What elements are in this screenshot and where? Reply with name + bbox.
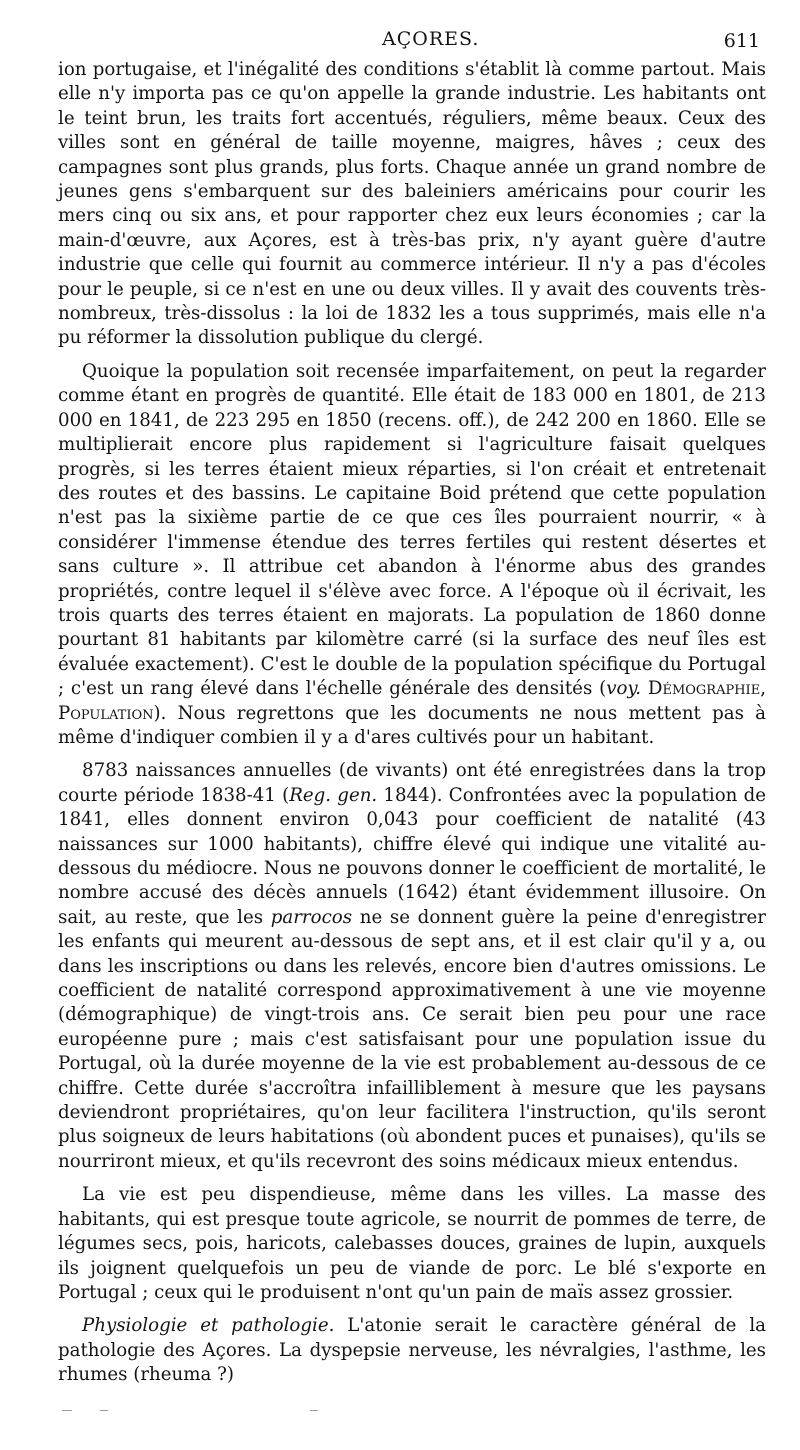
print-mark — [310, 1410, 318, 1411]
parrocos-term: parrocos — [270, 906, 353, 928]
paragraph-text — [641, 678, 648, 699]
page-header — [0, 28, 800, 58]
paragraph-text: ne se donnent guère la peine d'enregistrer les enfants qui meurent au-dessous de sept ans, et il est clair qu'il y a, ou dans les inscriptions ou dans les relevés, encore bien d'autres omissions. Le coefficient de natalité correspond approximativement à une vie moyenne (démographique) de vingt-trois ans. Ce serait bien peu pour une race européenne pure ; mais c'est satisfaisant pour une population issue du Portugal, où la durée moyenne de la vie est probablement au-dessous de ce chiffre. Cette durée s'accroîtra infailliblement à mesure que les paysans deviendront propriétaires, qu'on leur facilitera l'instruction, qu'ils seront plus soigneux de leurs habitations (où abondent puces et punaises), qu'ils se nourriront mieux, et qu'ils recevront des soins médicaux mieux entendus. — [58, 906, 766, 1172]
paragraph-society — [58, 58, 766, 351]
cross-reference-population: Population — [58, 702, 154, 724]
page-number: 611 — [723, 30, 760, 52]
paragraph-text: L'atonie serait le caractère général de la pathologie des Açores. La dyspepsie nerveuse, les névralgies, l'asthme, les rhumes (rheuma ?) — [58, 1315, 766, 1386]
paragraph-pathology — [58, 1314, 766, 1387]
cross-reference-demographie: Démographie — [647, 678, 761, 700]
section-heading: Physiologie et pathologie. — [82, 1315, 335, 1337]
running-title: AÇORES. — [382, 28, 480, 50]
paragraph-text: Quoique la population soit recensée imparfaitement, on peut la regarder comme étant en progrès de quantité. Elle était de 183 000 en 1801, de 213 000 en 1841, de 223 295 en 1850 (recens. off.), de 242 200 en 1860. Elle se multiplierait encore plus rapidement si l'agriculture faisait quelques progrès, si les terres étaient mieux réparties, si l'on créait et entretenait des routes et des bassins. Le capitaine Boid prétend que cette population n'est pas la sixième partie de ce que ces îles pourraient nourrir, « à considérer l'immense étendue des terres fertiles qui restent désertes et sans culture ». Il attribue cet abandon à l'énorme abus des grandes propriétés, contre lequel il s'élève avec force. A l'époque où il écrivait, les trois quarts des terres étaient en majorats. La population de 1860 donne pourtant 81 habitants par kilomètre carré (si la surface des neuf îles est évaluée exactement). C'est le double de la population spécifique du Portugal ; c'est un rang élevé dans l'échelle générale des densités ( — [58, 360, 766, 700]
paragraph-text: ion portugaise, et l'inégalité des conditions s'établit là comme partout. Mais elle n'y importa pas ce qu'on appelle la grande industrie. Les habitants ont le teint brun, les traits fort accentués, réguliers, même beaux. Ceux des villes sont en général de taille moyenne, maigres, hâves ; ceux des campagnes sont plus grands, plus forts. Chaque année un grand nombre de jeunes gens s'embarquent sur des baleiniers américains pour courir les mers cinq ou six ans, et pour rapporter chez eux leurs économies ; car la main-d'œuvre, aux Açores, est à très-bas prix, n'y ayant guère d'autre industrie que celle qui fournit au commerce intérieur. Il n'y a pas d'écoles pour le peuple, si ce n'est en une ou deux villes. Il y avait des couvents très-nombreux, très-dissolus : la loi de 1832 les a tous supprimés, mais elle n'a pu réformer la dissolution publique du clergé. — [58, 59, 766, 349]
body-text — [58, 58, 766, 1397]
paragraph-text: La vie est peu dispendieuse, même dans les villes. La masse des habitants, qui est presque toute agricole, se nourrit de pommes de terre, de légumes secs, pois, haricots, calebasses douces, graines de lupin, auxquels ils joignent quelquefois un peu de viande de porc. Le blé s'exporte en Portugal ; ceux qui le produisent n'ont qu'un pain de maïs assez grossier. — [58, 1184, 766, 1303]
paragraph-text: ). Nous regrettons que les documents ne nous mettent pas à même d'indiquer combien il y a d'ares cultivés pour un habitant. — [58, 702, 766, 748]
footer-print-marks — [58, 1405, 766, 1417]
paragraph-text: 1844). Confrontées avec la population de 1841, elles donnent environ 0,043 pour coefficient de natalité (43 naissances sur 1000 habitants), chiffre élevé qui indique une vitalité au-dessous du médiocre. Nous ne pouvons donner le coefficient de mortalité, le nombre accusé des décès annuels (1642) étant évidemment illusoire. On sait, au reste, que les — [58, 784, 766, 928]
paragraph-population — [58, 360, 766, 751]
paragraph-text: , — [760, 678, 766, 700]
voy-abbreviation: voy. — [606, 678, 642, 700]
source-reference: Reg. gen. — [289, 784, 378, 806]
paragraph-cost-of-living — [58, 1183, 766, 1305]
print-mark — [100, 1410, 108, 1411]
print-mark — [62, 1410, 72, 1411]
paragraph-text: 8783 naissances annuelles (de vivants) ont été enregistrées dans la trop courte période 1838-41 ( — [58, 760, 766, 806]
paragraph-natality — [58, 759, 766, 1174]
